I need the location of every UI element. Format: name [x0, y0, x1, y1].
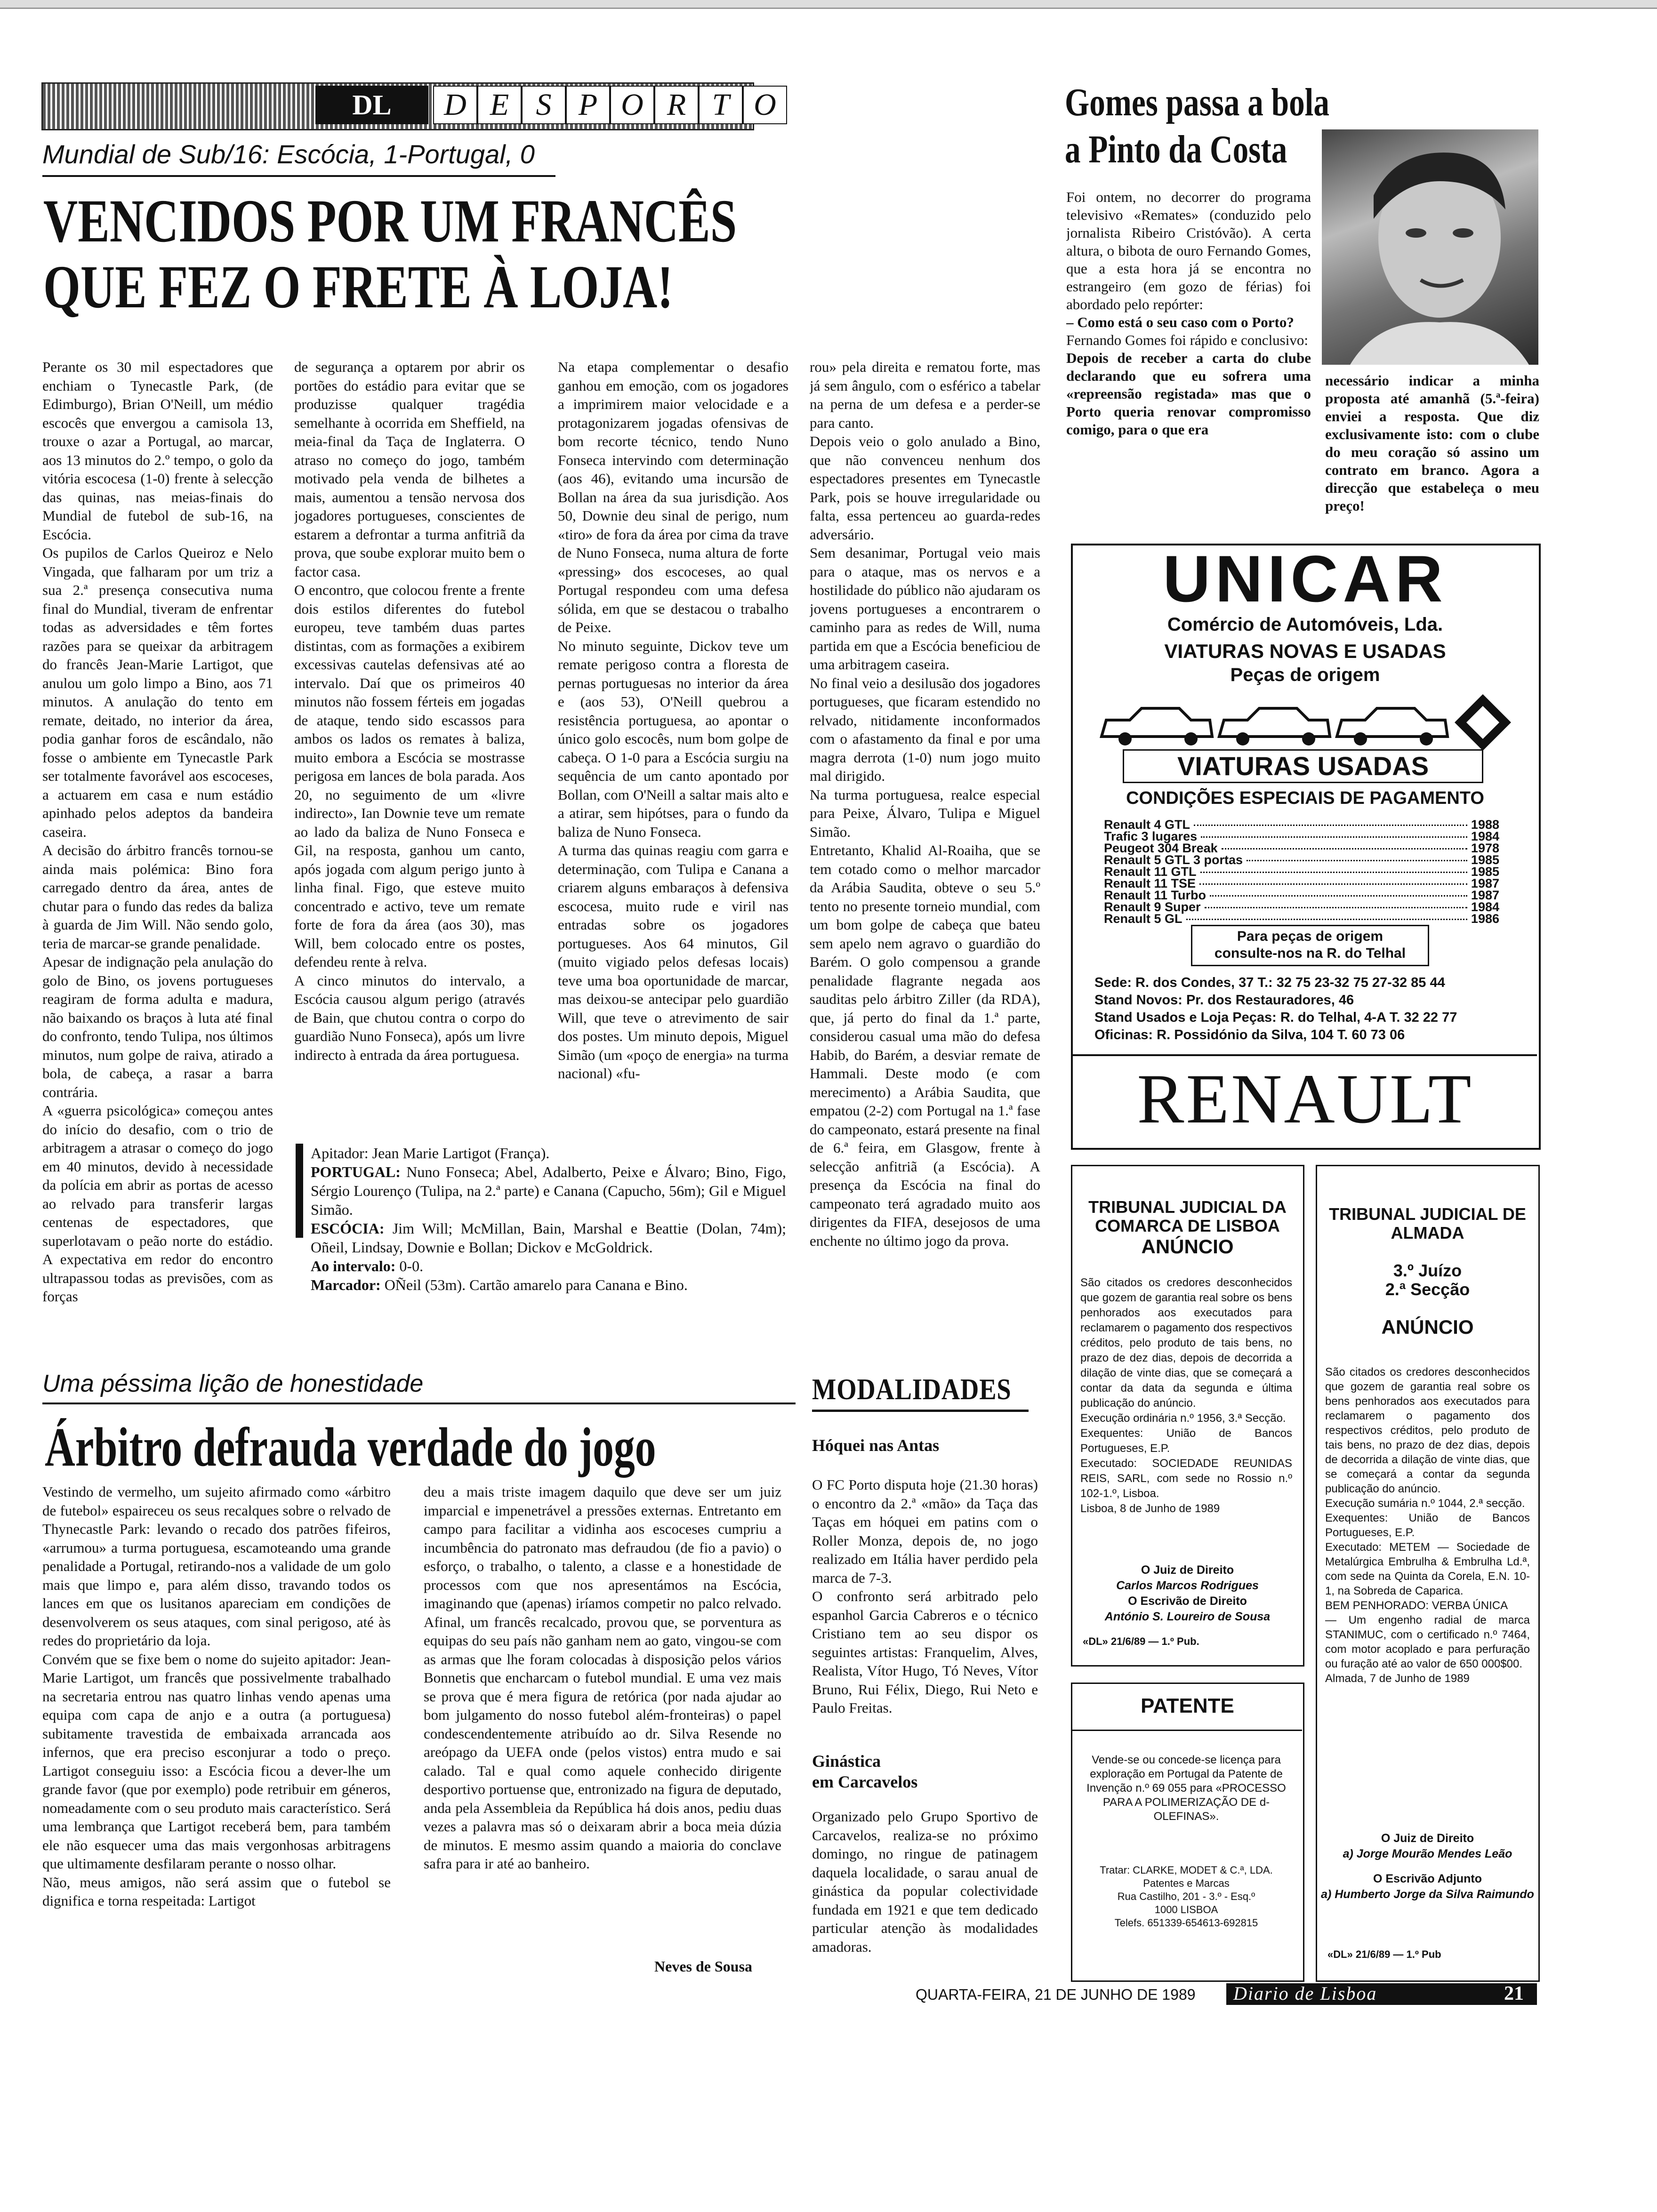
renault-brand: RENAULT: [1137, 1060, 1473, 1138]
section-letter: E: [477, 86, 522, 124]
lineup-escocia: [311, 1219, 786, 1257]
lineup-halftime: [311, 1257, 786, 1275]
car-year: 1984: [1471, 900, 1499, 914]
car-year: 1987: [1471, 888, 1499, 902]
tribunal-lisboa-ref: «DL» 21/6/89 — 1.º Pub.: [1083, 1635, 1199, 1647]
parts-note-line: Para peças de origem: [1237, 929, 1384, 944]
tribunal-almada-body: São citados os credores desconhecidos que gozem de garantia real sobre os bens penhorados aos executados para reclamarem o pagamento dos respectivos créditos, pelo produto de tais bens, no prazo de dez dias, depois de decorrida a dilação de vinte dias, que se começará a contar da segunda publicação do anúncio. Execução sumária n.º 1044, 2.ª secção. Exequentes: União de Bancos Portugueses, E.P. Executado: METEM — Sociedade de Metalúrgica Embrulha & Embrulha Ld.ª, com sede na Quinta da Corela, E.N. 10-1, na Sobreda de Caparica. BEM PENHORADO: VERBA ÚNICA — Um engenho radial de marca STANIMUC, com o certificado n.º 7464, com motor acoplado e para perfuração ou furação até ao valor de 650 000$00. Almada, 7 de Junho de 1989: [1325, 1366, 1530, 1685]
unicar-parts: Peças de origem: [1230, 665, 1380, 685]
car-year: 1986: [1471, 912, 1499, 926]
tribunal-lisboa-body: São citados os credores desconhecidos que gozem de garantia real sobre os bens penhorados aos executados para reclamarem o pagamento dos respectivos créditos, pelo produto de tais bens, no prazo de dez dias, depois de decorrida a dilação de vinte dias, que se começará a contar da data da segunda e última publicação do anúncio. Execução ordinária n.º 1956, 3.ª Secção. Exequentes: União de Bancos Portugueses, E.P. Executado: SOCIEDADE REUNIDAS REIS, SARL, com sede no Rossio n.º 102-1.º, Lisboa. Lisboa, 8 de Junho de 1989: [1080, 1276, 1292, 1515]
lineup-box: [311, 1144, 786, 1360]
car-year: 1985: [1471, 865, 1499, 879]
car-model: Renault 5 GL: [1104, 912, 1182, 926]
car-model: Renault 11 TSE: [1104, 876, 1196, 890]
payment-conditions: CONDIÇÕES ESPECIAIS DE PAGAMENTO: [1126, 788, 1484, 808]
patent-body: Vende-se ou concede-se licença para exploração em Portugal da Patente de Invenção n.º 69 055 para «PROCESSO PARA A POLIMERIZAÇÃO DE d-OLEFINAS».: [1086, 1754, 1286, 1823]
tribunal-lisboa-title: [1073, 1198, 1302, 1256]
used-cars-banner: VIATURAS USADAS: [1123, 749, 1483, 783]
car-year: 1985: [1471, 853, 1499, 867]
page-top-edge: [0, 0, 1657, 9]
gomes-headline-line: a Pinto da Costa: [1065, 128, 1287, 171]
tribunal-title-line: ALMADA: [1391, 1223, 1464, 1242]
gomes-intro-2: Fernando Gomes foi rápido e conclusivo:: [1066, 332, 1308, 348]
ginastica-title: [812, 1751, 917, 1792]
ginastica-title-line: em Carcavelos: [812, 1772, 918, 1791]
signature-name: a) Jorge Mourão Mendes Leão: [1343, 1847, 1512, 1860]
tribunal-title-line: COMARCA DE LISBOA: [1095, 1216, 1280, 1235]
car-year: 1978: [1471, 841, 1499, 855]
unicar-company: Comércio de Automóveis, Lda.: [1167, 614, 1443, 635]
car-year: 1988: [1471, 817, 1499, 832]
lineup-escocia-label: ESCÓCIA:: [311, 1220, 385, 1237]
main-column-2: de segurança a optarem por abrir os portões do estádio para evitar que se produzisse qualquer tragédia semelhante à ocorrida em Sheffield, na meia-final da Taça de Inglaterra. O atraso no começo do jogo, também motivado pela venda de bilhetes a mais, aumentou a tensão nervosa dos jogadores portugueses, conscientes de estarem a defrontar a turma anfitriã da prova, que soube explorar muito bem o factor casa. O encontro, que colocou frente a frente dois estilos diferentes do futebol europeu, teve também duas partes distintas, com as formações a exibirem excessivas cautelas defensivas até ao intervalo. Daí que os primeiros 40 minutos não fossem férteis em jogadas de ataque, tendo sido escassos para ambos os lados os remates à baliza, muito embora a Escócia se mostrasse perigosa em lances de bola parada. Aos 20, no seguimento de um «livre indirecto», Ian Downie teve um remate ao lado da baliza de Nuno Fonseca e Gil, na resposta, ganhou um canto, após jogada com algum perigo junto à linha final. Figo, que esteve muito concentrado e activo, teve um remate forte de fora da área (aos 30), mas Will, bem colocado entre os postes, defendeu rente à relva. A cinco minutos do intervalo, a Escócia causou algum perigo (através de Bain, que chutou contra o corpo do guardião Nuno Fonseca), após um livre indirecto à entrada da área portuguesa.: [294, 359, 525, 1063]
lineup-scorer-text: OÑeil (53m). Cartão amarelo para Canana e Bino.: [384, 1276, 688, 1293]
main-headline: [43, 188, 737, 320]
unicar-divider: [1073, 1054, 1537, 1056]
car-year: 1984: [1471, 829, 1499, 843]
signature-title: O Juiz de Direito: [1381, 1832, 1474, 1845]
ginastica-title-line: Ginástica: [812, 1752, 881, 1771]
lineup-escocia-players: Jim Will; McMillan, Bain, Marshal e Beattie (Dolan, 74m); Oñeil, Lindsay, Downie e Bollan; Dickov e McGoldrick.: [311, 1220, 787, 1256]
car-model: Renault 9 Super: [1104, 900, 1201, 914]
lineup-portugal-label: PORTUGAL:: [311, 1163, 401, 1180]
tribunal-almada-signatures: [1318, 1831, 1537, 1902]
kicker-underline: [42, 175, 555, 177]
parts-note-line: consulte-nos na R. do Telhal: [1214, 946, 1406, 961]
main-headline-line: QUE FEZ O FRETE À LOJA!: [43, 253, 674, 321]
car-model: Renault 5 GTL 3 portas: [1104, 853, 1243, 867]
lineup-halftime-label: Ao intervalo:: [311, 1258, 396, 1274]
gomes-photo: [1322, 129, 1538, 365]
section-letter: R: [654, 86, 699, 124]
car-model: Renault 11 Turbo: [1104, 888, 1207, 902]
section-letter: P: [566, 86, 610, 124]
section-letter: O: [743, 86, 787, 124]
section-logo: DL: [315, 86, 428, 124]
main-kicker: Mundial de Sub/16: Escócia, 1-Portugal, 0: [42, 139, 535, 169]
car-illustrations: [1097, 692, 1520, 753]
lineup-portugal-players: Nuno Fonseca; Abel, Adalberto, Peixe e Álvaro; Bino, Figo, Sérgio Lourenço (Tulipa, na 2.ª parte) e Canana (Capucho, 56m); Gil e Miguel Simão.: [311, 1163, 787, 1218]
gomes-headline: [1065, 79, 1329, 173]
main-column-4: rou» pela direita e rematou forte, mas já sem ângulo, com o esférico a tabelar na perna de um defesa e a perder-se para canto. Depois veio o golo anulado a Bino, que não convenceu nenhum dos espectadores presentes em Tynecastle Park, pois se houve irregularidade ou falta, essa pertenceu ao guarda-redes adversário. Sem desanimar, Portugal veio mais para o ataque, mas os nervos e a hostilidade do público não ajudaram os jovens portugueses a encontrarem o caminho para as redes de Will, numa partida em que a Escócia beneficiou de uma arbitragem caseira. No final veio a desilusão dos jogadores portugueses, que ficaram estendido no relvado, nitidamente inconformados com o afastamento da final e por uma magra derrota (1-0) num jogo muito mal dirigido. Na turma portuguesa, realce especial para Peixe, Álvaro, Tulipa e Miguel Simão. Entretanto, Khalid Al-Roaiha, que se tem cotado como o melhor marcador da Arábia Saudita, obteve o seu 5.º tento no presente torneio mundial, com um bom golpe de cabeça que bateu sem apelo nem agravo o guardião do Barém. O golo compensou a grande penalidade flagrante negada aos sauditas pelo árbitro Ziller (da RDA), que, já perto do final da 1.ª parte, considerou casual uma mão do defesa Habib, do Barém, a desviar remate de Hammali. Deste modo (e com merecimento) a Arábia Saudita, que empatou (2-2) com Portugal na 1.ª fase do campeonato, estará presente na final de 6.ª feira, em Glasgow, frente à selecção anfitriã (a Escócia). A presença da Escócia na final do campeonato terá agradado muito aos dirigentes da FIFA, desejosos de uma enchente no último jogo da prova.: [810, 359, 1040, 1249]
section-letter: D: [433, 86, 477, 124]
car-row: [1104, 913, 1499, 925]
tribunal-seccao: 2.ª Secção: [1385, 1280, 1470, 1299]
tribunal-title-line: TRIBUNAL JUDICIAL DA: [1088, 1197, 1287, 1217]
page-number: 21: [1504, 1983, 1524, 2004]
tribunal-almada-ref: «DL» 21/6/89 — 1.º Pub: [1327, 1948, 1441, 1960]
gomes-question: – Como está o seu caso com o Porto?: [1066, 314, 1294, 330]
patent-contact: Tratar: CLARKE, MODET & C.ª, LDA. Patentes e Marcas Rua Castilho, 201 - 3.º - Esq.º 1000 LISBOA Telefs. 651339-654613-692815: [1100, 1864, 1273, 1929]
car-icon: [1337, 708, 1448, 745]
second-kicker: Uma péssima lição de honestidade: [42, 1370, 424, 1397]
used-cars-list: [1104, 819, 1499, 925]
footer-masthead: Diario de Lisboa: [1233, 1983, 1377, 2004]
hoquei-title: Hóquei nas Antas: [812, 1436, 940, 1455]
portrait-icon: [1322, 129, 1538, 365]
signature-name: Carlos Marcos Rodrigues: [1116, 1579, 1259, 1592]
patent-divider: [1072, 1730, 1302, 1731]
tribunal-lisboa-signatures: [1073, 1563, 1302, 1625]
lineup-referee: Apitador: Jean Marie Lartigot (França).: [311, 1145, 550, 1162]
tribunal-juizo: 3.º Juízo: [1393, 1261, 1462, 1280]
second-headline: Árbitro defrauda verdade do jogo: [45, 1416, 656, 1478]
gomes-body: [1066, 188, 1311, 518]
car-icon: [1102, 708, 1212, 745]
ginastica-body: Organizado pelo Grupo Sportivo de Carcavelos, realiza-se no próximo domingo, no ringue de patinagem daquela localidade, o sarau anual de ginástica da popular colectividade fundada em 1921 e que tem dedicado particular atenção às modalidades amadoras.: [812, 1808, 1038, 1955]
lineup-scorer-label: Marcador:: [311, 1276, 381, 1293]
tribunal-label: ANÚNCIO: [1381, 1316, 1474, 1338]
car-model: Renault 11 GTL: [1104, 865, 1197, 879]
signature-title: O Juiz de Direito: [1141, 1563, 1234, 1577]
tribunal-almada-title: [1318, 1205, 1537, 1337]
car-year: 1987: [1471, 876, 1499, 890]
unicar-name: UNICAR: [1163, 542, 1448, 616]
lineup-halftime-score: 0-0.: [399, 1258, 424, 1274]
gomes-intro: Foi ontem, no decorrer do programa televisivo «Remates» (conduzido pelo jornalista Ribeiro Cristóvão). A certa altura, o bibota de ouro Fernando Gomes, que a esta hora já se encontra no estrangeiro (em gozo de férias) foi abordado pelo repórter:: [1066, 189, 1311, 313]
hoquei-body: O FC Porto disputa hoje (21.30 horas) o encontro da 2.ª «mão» da Taça das Taças em hóquei em patins com o Roller Monza, depois de, no jogo realizado em Itália haver perdido pela marca de 7-3. O confronto será arbitrado pelo espanhol Garcia Cabreros e o técnico Cristiano tem ao seu dispor os seguintes artistas: Franquelim, Alves, Realista, Vítor Hugo, Tó Neves, Vítor Bruno, Rui Félix, Diego, Rui Neto e Paulo Freitas.: [812, 1476, 1038, 1716]
address-line: Stand Novos: Pr. dos Restauradores, 46: [1094, 993, 1354, 1008]
signature-title: O Escrivão de Direito: [1128, 1595, 1247, 1608]
signature-title: O Escrivão Adjunto: [1373, 1872, 1482, 1885]
lineup-portugal: [311, 1162, 786, 1219]
footer-date: QUARTA-FEIRA, 21 DE JUNHO DE 1989: [916, 1986, 1196, 2003]
car-model: Peugeot 304 Break: [1104, 841, 1218, 855]
renault-diamond-icon: [1455, 694, 1511, 751]
modalidades-underline: [812, 1410, 1029, 1412]
second-kicker-underline: [42, 1403, 796, 1404]
address-line: Oficinas: R. Possidónio da Silva, 104 T. 60 73 06: [1094, 1027, 1405, 1042]
main-column-3: Na etapa complementar o desafio ganhou em emoção, com os jogadores a imprimirem maior velocidade e a protagonizarem jogadas ofensivas de bom recorte técnico, tendo Nuno Fonseca intervindo com determinação (aos 46), evitando uma incursão de Bollan na área da sua jurisdição. Aos 50, Downie deu sinal de perigo, num «tiro» de fora da área por cima da trave de Nuno Fonseca, numa altura de forte «pressing» dos escoceses, ao qual Portugal respondeu com uma defesa sólida, em que se destacou o trabalho de Peixe. No minuto seguinte, Dickov teve um remate perigoso contra a floresta de pernas portuguesas no interior da área e (aos 53), O'Neill quebrou a resistência portuguesa, ao apontar o único golo escocês, num bom golpe de cabeça. O 1-0 para a Escócia surgiu na sequência de um canto apontado por Bollan, com O'Neill a saltar mais alto e a atirar, sem hipótses, para o fundo da baliza de Nuno Fonseca. A turma das quinas reagiu com garra e determinação, com Tulipa e Canana a criarem alguns embaraços à defensiva escocesa, muito rude e viril nas entradas sobre os jogadores portugueses. Aos 64 minutos, Gil (muito vigiado pelos defesas locais) teve uma boa oportunidade de marcar, mas deixou-se antecipar pelo guardião Will, que teve o atrevimento de sair dos postes. Um minuto depois, Miguel Simão (um «poço de energia» na turma nacional) «fu-: [558, 359, 788, 1082]
gomes-answer-continued: necessário indicar a minha proposta até amanhã (5.ª-feira) enviei a resposta. Que diz exclusivamente isto: com o clube do meu coração só assino um contrato em branco. Agora a direcção que estabeleça o meu preço!: [1325, 372, 1539, 514]
main-headline-line: VENCIDOS POR UM FRANCÊS: [43, 187, 737, 255]
unicar-tagline: VIATURAS NOVAS E USADAS: [1164, 640, 1446, 662]
signature-name: António S. Loureiro de Sousa: [1104, 1610, 1271, 1623]
car-model: Trafic 3 lugares: [1104, 829, 1198, 843]
section-title: [433, 86, 787, 124]
lineup-scorer: [311, 1275, 786, 1294]
section-letter: O: [610, 86, 654, 124]
second-column-1: Vestindo de vermelho, um sujeito afirmado como «árbitro de futebol» espaireceu os seus recalques sobre o relvado de Thynecastle Park: levando o recado dos patrões fifeiros, «arrumou» a turma portuguesa, escamoteando uma grande penalidade a Portugal, retirando-nos a validade de um golo mais que limpo e, para além disso, travando todos os lances em que os lusitanos apareciam em condições de desenvolverem os seus ataques, com sinal perigoso, até às redes do proprietário da loja. Convém que se fixe bem o nome do sujeito apitador: Jean-Marie Lartigot, um francês que possivelmente trabalhado na secretaria entrou nas quatro linhas vendo apenas uma equipa com capa de anjo e a outra (a portuguesa) subitamente travestida de embaixada arrancada aos infernos, que era preciso esconjurar a todo o preço. Lartigot conseguiu isso: a Escócia ficou a dever-lhe um grande favor (que por exemplo) pode retribuir em géneros, nomeadamente com o seu produto mais característico. Será uma lembrança que Lartigot receberá bem, para também ele não esquecer uma das mais vergonhosas arbitragens que ultimamente desfilaram perante o nosso olhar. Não, meus amigos, não será assim que o futebol se dignifica e torna respeitada: Lartigot: [42, 1483, 391, 1909]
patent-title: PATENTE: [1141, 1694, 1234, 1717]
unicar-addresses: [1094, 974, 1528, 1044]
second-column-2: deu a mais triste imagem daquilo que deve ser um juiz imparcial e impenetrável a pressões externas. Entretanto em campo para facilitar a vidinha aos escoceses cumpriu a incumbência do patronato mas defraudou (de fio a pavio) o esforço, o trabalho, o talento, a classe e a honestidade de processos com que nos apresentámos na Escócia, imaginando que (apenas) iríamos competir no palco relvado. Afinal, um francês recalcado, provou que, se porventura as equipas do seu país não ganham nem ao gato, vingou-se com as armas que lhe foram colocadas à disposição pelos vários Bonnetis que encharcam o futebol mundial. E uma vez mais se prova que é mera figura de retórica (por nada ajudar ao bom julgamento do nosso futebol além-fronteiras) o papel condescendentemente atribuído ao dr. Silva Resende no areópago da UEFA onde (pelos vistos) entra mudo e sai calado. Tal e qual como aquele conhecido dirigente desportivo portuense que, entronizado na figura de deputado, anda pela Assembleia da República há dois anos, pediu duas vezes a palavra mas só o deixaram abrir a boca meia dúzia de minutos. E mesmo assim quando a maioria do conclave safra para ir até ao banheiro.: [424, 1483, 781, 1872]
gomes-headline-line: Gomes passa a bola: [1065, 80, 1329, 124]
parts-note: [1191, 925, 1429, 966]
second-signature: Neves de Sousa: [654, 1958, 753, 1975]
modalidades-title: MODALIDADES: [812, 1372, 1012, 1406]
gomes-answer: Depois de receber a carta do clube declarando que eu sofrera uma «repreensão registada» mas que o Porto queria renovar compromisso comigo, para o que era: [1066, 350, 1311, 438]
main-column-1: Perante os 30 mil espectadores que enchiam o Tynecastle Park, (de Edimburgo), Brian O'Neill, um médio escocês que envergou a camisola 13, trouxe o azar a Portugal, ao marcar, aos 13 minutos do 2.º tempo, o golo da vitória escocesa (1-0) frente à selecção das quinas, nas meias-finais do Mundial de futebol de sub-16, na Escócia. Os pupilos de Carlos Queiroz e Nelo Vingada, que falharam por um triz a sua 2.ª presença consecutiva numa final do Mundial, tiveram de enfrentar todas as adversidades e têm fortes razões para se queixar da arbitragem do francês Jean-Marie Lartigot, que anulou um golo limpo a Bino, aos 71 minutos. A anulação do tento em remate, deitado, no interior da área, podia ganhar foros de escândalo, não fosse o ambiente em Tynecastle Park ser totalmente favorável aos escoceses, a actuarem em casa e num estádio apinhado pelos adeptos da bandeira caseira. A decisão do árbitro francês tornou-se ainda mais polémica: Bino fora carregado dentro da área, antes de chutar para o fundo das redes da baliza à guarda de Jim Will. Não sendo golo, teria de marcar-se grande penalidade. Apesar de indignação pela anulação do golo de Bino, os jovens portugueses reagiram de forma adulta e madura, não baixando os braços à luta até final do confronto, tendo Tulipa, nos últimos minutos, num golpe de raiva, atirado a bola, de cabeça, a rasar a barra contrária. A «guerra psicológica» começou antes do início do desafio, com o trio de arbitragem a atrasar o começo do jogo em 40 minutos, devido à necessidade da polícia em abrir as portas de acesso ao relvado para transferir largas centenas de espectadores, que superlotavam o peão norte do estádio. A expectativa em redor do encontro ultrapassou todas as previsões, com as forças: [42, 359, 273, 1305]
tribunal-title-line: TRIBUNAL JUDICIAL DE: [1329, 1204, 1526, 1224]
signature-name: a) Humberto Jorge da Silva Raimundo: [1321, 1888, 1534, 1901]
car-model: Renault 4 GTL: [1104, 817, 1190, 832]
patent-notice: [1071, 1683, 1304, 1982]
address-line: Stand Usados e Loja Peças: R. do Telhal, 4-A T. 32 22 77: [1094, 1010, 1457, 1025]
address-line: Sede: R. dos Condes, 37 T.: 32 75 23-32 75 27-32 85 44: [1094, 975, 1445, 990]
section-letter: S: [522, 86, 566, 124]
car-icon: [1219, 708, 1330, 745]
tribunal-label: ANÚNCIO: [1141, 1235, 1234, 1258]
lineup-bar: [296, 1144, 303, 1238]
section-letter: T: [699, 86, 743, 124]
